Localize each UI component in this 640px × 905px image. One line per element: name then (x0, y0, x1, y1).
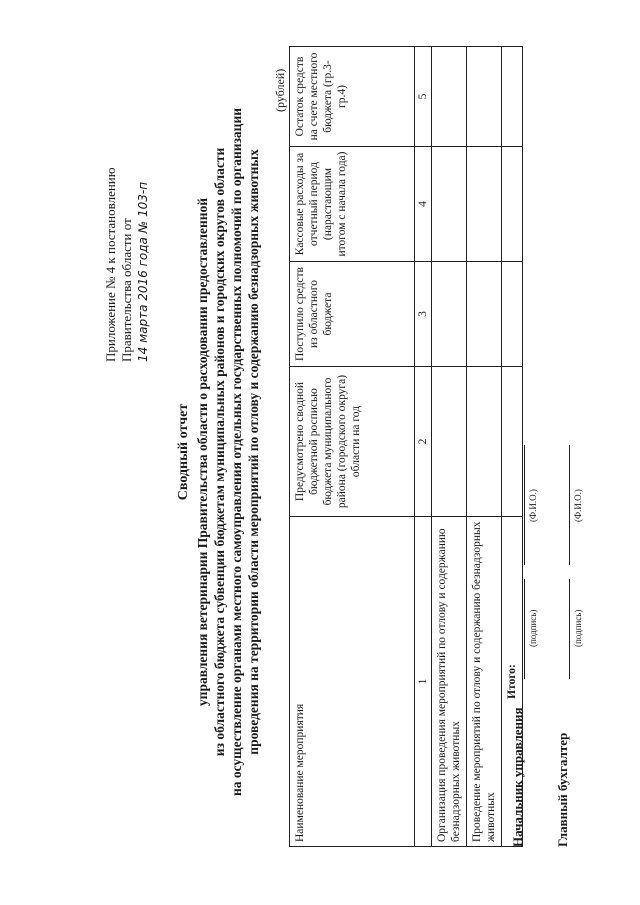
units-label: (рублей) (273, 68, 287, 112)
signature-head-name-line (524, 445, 525, 565)
row-activity-name: Организация проведения мероприятий по отлову и содержанию безнадзорных животных (432, 517, 467, 847)
signature-accountant-name-caption: (Ф.И.О.) (573, 489, 583, 522)
table-column-numbers-row (415, 47, 432, 847)
signature-head-sign-caption: (подпись) (528, 609, 538, 647)
report-table (289, 46, 523, 847)
signature-head-label: Начальник управления (510, 707, 525, 847)
report-title (175, 62, 262, 842)
appendix-line-2: Правительства области от (119, 218, 134, 362)
title-line-5: проведения на территории области мероприятий по отлову и содержанию безнадзорных животных (246, 149, 261, 755)
row-activity-name: Проведение мероприятий по отлову и содержанию безнадзорных животных (467, 517, 502, 847)
title-line-3: из областного бюджета субвенции бюджетам муниципальных районов и городских округов области (212, 147, 227, 757)
signature-accountant-sign-caption: (подпись) (573, 609, 583, 647)
table-row (432, 47, 467, 847)
signature-accountant-label: Главный бухгалтер (555, 732, 570, 847)
title-line-2: управления ветеринарии Правительства области о расходовании предоставленной (195, 197, 210, 707)
table-cell (502, 47, 523, 147)
table-header-row (290, 47, 415, 847)
header-activity-name: Наименование мероприятия (290, 517, 415, 847)
column-number: 1 (415, 517, 432, 847)
signature-head-name-caption: (Ф.И.О.) (528, 489, 538, 522)
header-received-funds: Поступило средств из областного бюджета (290, 262, 415, 367)
appendix-line-1: Приложение № 4 к постановлению (103, 167, 118, 362)
appendix-line-3: 14 марта 2016 года № 103-п (136, 181, 150, 362)
column-number: 5 (415, 47, 432, 147)
signature-head-sign-line (524, 579, 525, 679)
table-cell (467, 147, 502, 262)
table-cell (467, 262, 502, 367)
total-label: Итого: (502, 517, 523, 847)
signature-accountant (555, 247, 585, 847)
appendix-note (103, 168, 151, 362)
signature-head (510, 247, 540, 847)
table-cell (467, 47, 502, 147)
table-cell (432, 147, 467, 262)
title-line-4: на осуществление органами местного самоуправления отдельных государственных полномочий по организации (229, 107, 244, 797)
column-number: 3 (415, 262, 432, 367)
signature-accountant-sign-line (569, 579, 570, 679)
table-cell (432, 47, 467, 147)
signature-accountant-name-line (569, 445, 570, 565)
column-number: 4 (415, 147, 432, 262)
title-line-1: Сводный отчет (176, 403, 191, 501)
document-page (25, 22, 615, 882)
table-cell (467, 367, 502, 517)
table-cell (432, 367, 467, 517)
header-planned-budget: Предусмотрено сводной бюджетной росписью бюджета муниципального района (городского округа) области на год (290, 367, 415, 517)
column-number: 2 (415, 367, 432, 517)
table-row (467, 47, 502, 847)
header-cash-expenses: Кассовые расходы за отчетный период (нарастающим итогом с начала года) (290, 147, 415, 262)
header-remaining-funds: Остаток средств на счете местного бюджета (гр.3-гр.4) (290, 47, 415, 147)
table-cell (432, 262, 467, 367)
table-cell (502, 147, 523, 262)
